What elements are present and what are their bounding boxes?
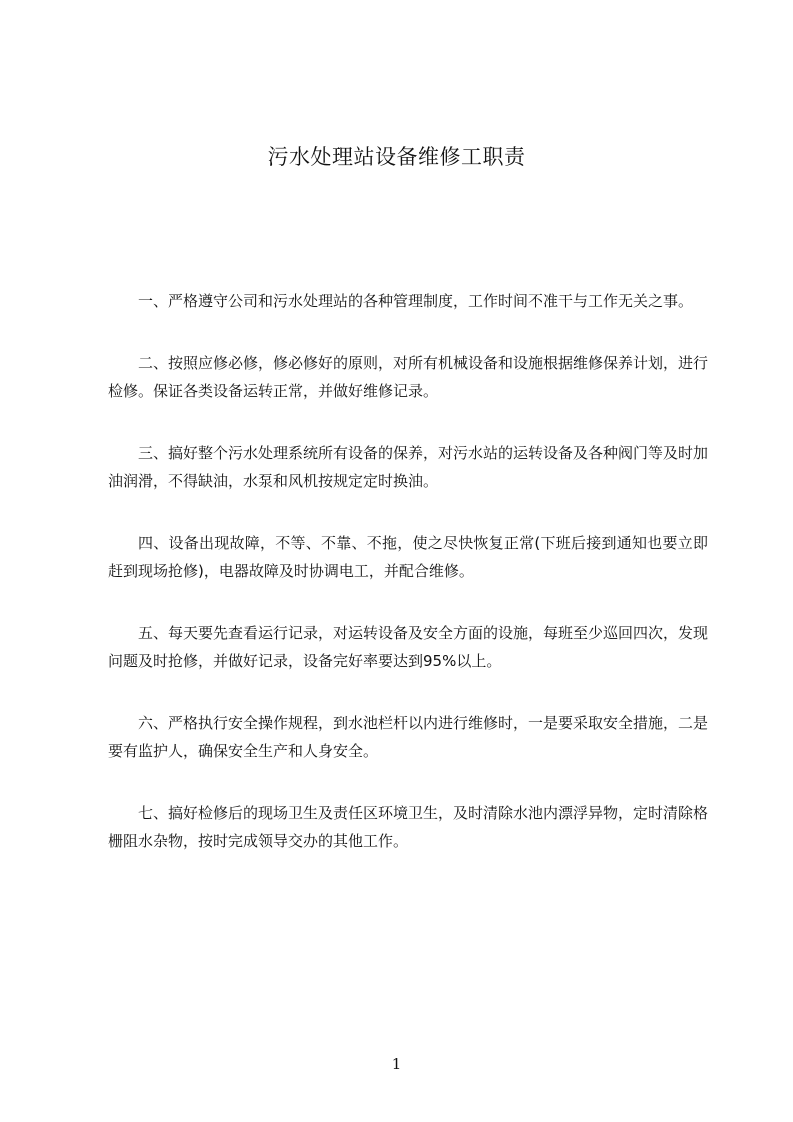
duty-paragraph-5: 五、每天要先查看运行记录，对运转设备及安全方面的设施，每班至少巡回四次，发现问题及时抢修，并做好记录，设备完好率要达到95%以上。: [108, 624, 709, 670]
duty-paragraph-7: 七、搞好检修后的现场卫生及责任区环境卫生，及时清除水池内漂浮异物，定时清除格栅阻水杂物，按时完成领导交办的其他工作。: [108, 804, 709, 850]
page-number: 1: [391, 1055, 402, 1073]
duty-paragraph-6: 六、严格执行安全操作规程，到水池栏杆以内进行维修时，一是要采取安全措施，二是要有监护人，确保安全生产和人身安全。: [108, 714, 709, 760]
document-title: 污水处理站设备维修工职责: [267, 145, 526, 169]
duty-paragraph-2: 二、按照应修必修，修必修好的原则，对所有机械设备和设施根据维修保养计划，进行检修。保证各类设备运转正常，并做好维修记录。: [108, 354, 709, 400]
duty-paragraph-1: 一、严格遵守公司和污水处理站的各种管理制度，工作时间不准干与工作无关之事。: [138, 292, 694, 310]
duty-paragraph-4: 四、设备出现故障，不等、不靠、不拖，使之尽快恢复正常(下班后接到通知也要立即赶到现场抢修)，电器故障及时协调电工，并配合维修。: [108, 534, 708, 580]
duty-list: [108, 287, 708, 889]
duty-paragraph-3: 三、搞好整个污水处理系统所有设备的保养，对污水站的运转设备及各种阀门等及时加油润滑，不得缺油，水泵和风机按规定定时换油。: [108, 444, 709, 490]
